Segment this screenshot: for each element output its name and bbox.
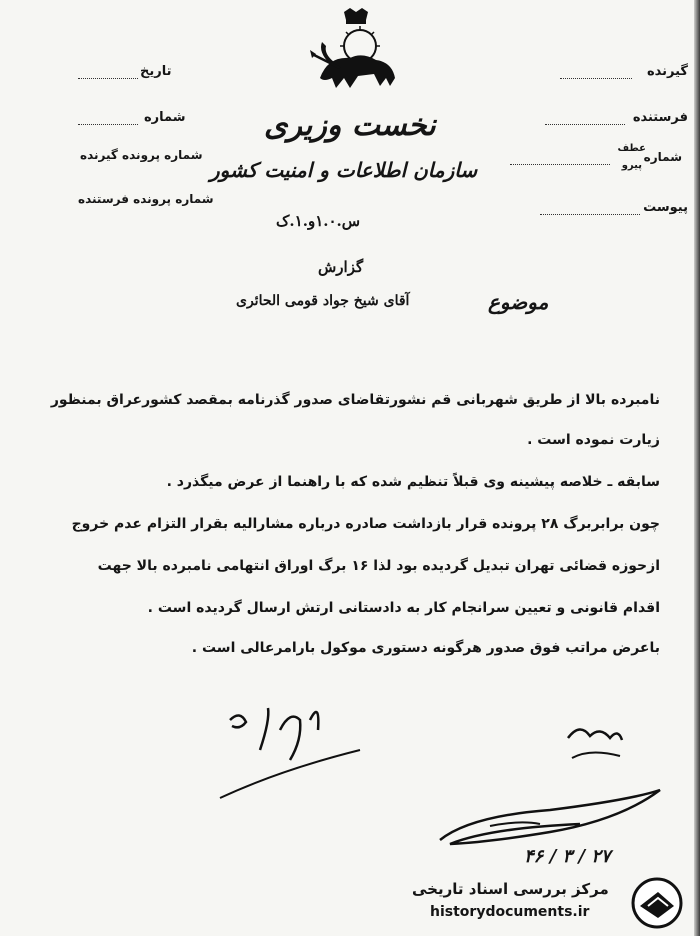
attachment-label: پیوست: [643, 200, 688, 215]
lion-and-sun-crest-icon: [300, 8, 410, 103]
ministry-title: نخست وزیری: [264, 108, 436, 143]
attachment-field-line: [540, 214, 640, 215]
letterhead-code: س.۱.۰و.۱.ک: [276, 212, 361, 230]
recipient-field-line: [560, 78, 632, 79]
archive-url: historydocuments.ir: [430, 904, 590, 920]
date-field-line: [78, 78, 138, 79]
subject-text: آقای شیخ جواد قومی الحائری: [236, 293, 410, 309]
number-field-line-left: [78, 124, 138, 125]
recipient-label: گیرنده: [646, 64, 688, 79]
following-sub-label: پیرو: [621, 160, 642, 171]
sender-file-label: شماره پرونده فرستنده: [78, 192, 214, 206]
scan-edge-shadow: [694, 0, 700, 936]
handwritten-initials-right: [560, 718, 630, 768]
reference-sub-label: عطف: [617, 143, 646, 154]
body-line-3: سابقه ـ خلاصه پیشینه وی قبلاً تنظیم شده که با راهنما از عرض میگذرد .: [166, 474, 660, 490]
handwritten-note-left: [210, 690, 370, 810]
body-line-7: باعرض مراتب فوق صدور هرگونه دستوری موکول بارامرعالی است .: [191, 640, 660, 656]
body-line-2: زیارت نموده است .: [527, 432, 660, 448]
organization-title: سازمان اطلاعات و امنیت کشور: [210, 158, 478, 182]
archive-name: مرکز بررسی اسناد تاریخی: [412, 880, 609, 898]
recipient-file-label: شماره پرونده گیرنده: [80, 148, 203, 162]
handwritten-date: ۲۷ / ۳ / ۴۶: [524, 846, 611, 867]
archive-logo-icon: [628, 876, 686, 930]
body-line-6: اقدام قانونی و تعیین سرانجام کار به دادستانی ارتش ارسال گردیده است .: [147, 600, 660, 616]
date-label: تاریخ: [140, 64, 172, 79]
sender-label: فرستنده: [632, 110, 688, 125]
body-line-1: نامبرده بالا از طریق شهربانی قم نشورتقاضای صدور گذرنامه بمقصد کشورعراق بمنظور: [50, 392, 660, 408]
subject-label: موضوع: [488, 290, 549, 314]
number-label-right: شماره: [643, 150, 682, 164]
sender-field-line: [545, 124, 625, 125]
number-field-line-right: [510, 164, 610, 165]
report-heading: گزارش: [318, 258, 364, 276]
body-line-4: چون برابربرگ ۲۸ پرونده قرار بازداشت صادره درباره مشارالیه بقرار التزام عدم خروج: [71, 516, 660, 532]
number-label-left: شماره: [144, 110, 186, 125]
body-line-5: ازحوزه قضائی تهران تبدیل گردیده بود لذا ۱۶ برگ اوراق انتهامی نامبرده بالا جهت: [97, 558, 660, 574]
